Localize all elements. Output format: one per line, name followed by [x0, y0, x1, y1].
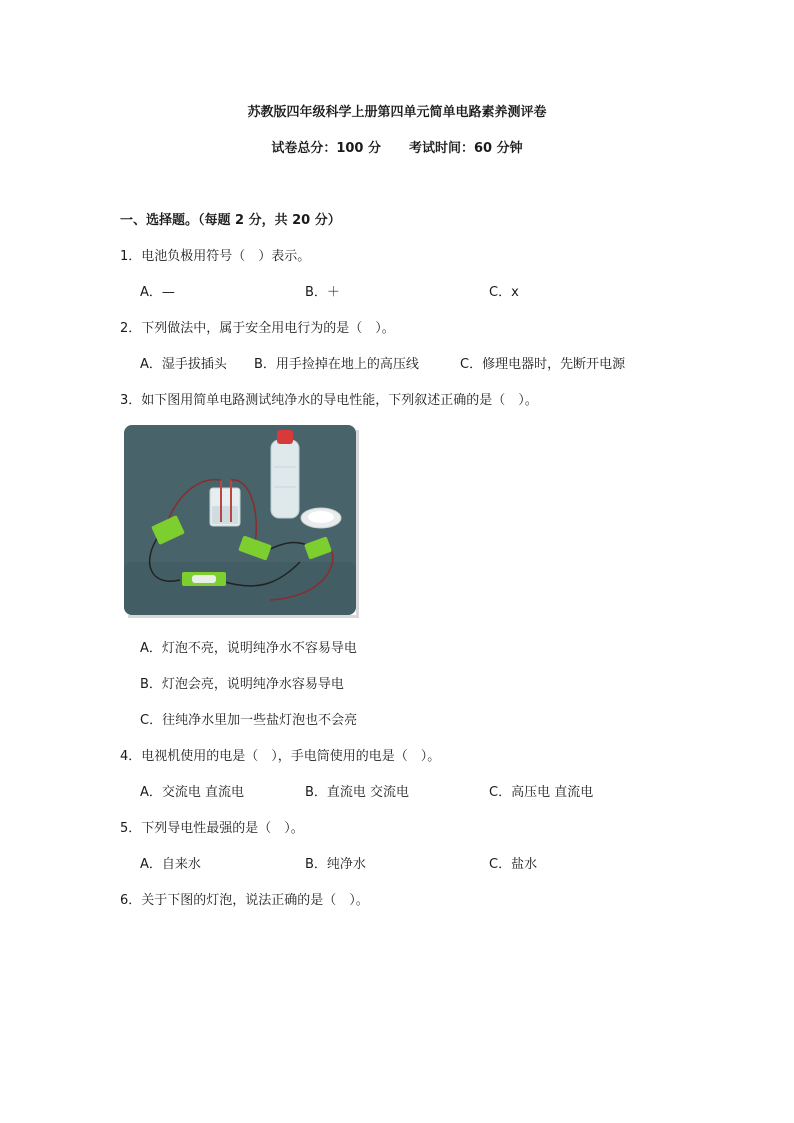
q1-option-a: A．— [140, 285, 175, 300]
circuit-photo [120, 422, 359, 620]
q3-option-c: C．往纯净水里加一些盐灯泡也不会亮 [140, 713, 358, 728]
paper-title: 苏教版四年级科学上册第四单元简单电路素养测评卷 [247, 105, 547, 120]
q2-option-b: B．用手捡掉在地上的高压线 [254, 357, 419, 372]
q2-option-a: A．湿手拔插头 [140, 357, 227, 372]
q5-option-b: B．纯净水 [305, 857, 366, 872]
q2-option-c: C．修理电器时，先断开电源 [460, 357, 626, 372]
q4-option-a: A．交流电 直流电 [140, 785, 245, 800]
question-2: 2．下列做法中，属于安全用电行为的是（ ）。 [120, 321, 395, 336]
q4-option-b: B．直流电 交流电 [305, 785, 410, 800]
question-1: 1．电池负极用符号（ ）表示。 [120, 249, 311, 264]
q3-option-b: B．灯泡会亮，说明纯净水容易导电 [140, 677, 344, 692]
section-heading: 一、选择题。（每题 2 分，共 20 分） [120, 213, 341, 228]
exam-time: 考试时间：60 分钟 [409, 141, 523, 156]
q1-option-c: C．x [489, 285, 519, 300]
question-6: 6．关于下图的灯泡，说法正确的是（ ）。 [120, 893, 369, 908]
question-3: 3．如下图用简单电路测试纯净水的导电性能，下列叙述正确的是（ ）。 [120, 393, 538, 408]
q5-option-c: C．盐水 [489, 857, 538, 872]
question-5: 5．下列导电性最强的是（ ）。 [120, 821, 304, 836]
q5-option-a: A．自来水 [140, 857, 201, 872]
paper-meta [0, 137, 794, 156]
q4-option-c: C．高压电 直流电 [489, 785, 594, 800]
total-score: 试卷总分：100 分 [271, 141, 382, 156]
q1-option-b: B．＋ [305, 285, 340, 300]
question-4: 4．电视机使用的电是（ ），手电筒使用的电是（ ）。 [120, 749, 441, 764]
q3-option-a: A．灯泡不亮，说明纯净水不容易导电 [140, 641, 357, 656]
